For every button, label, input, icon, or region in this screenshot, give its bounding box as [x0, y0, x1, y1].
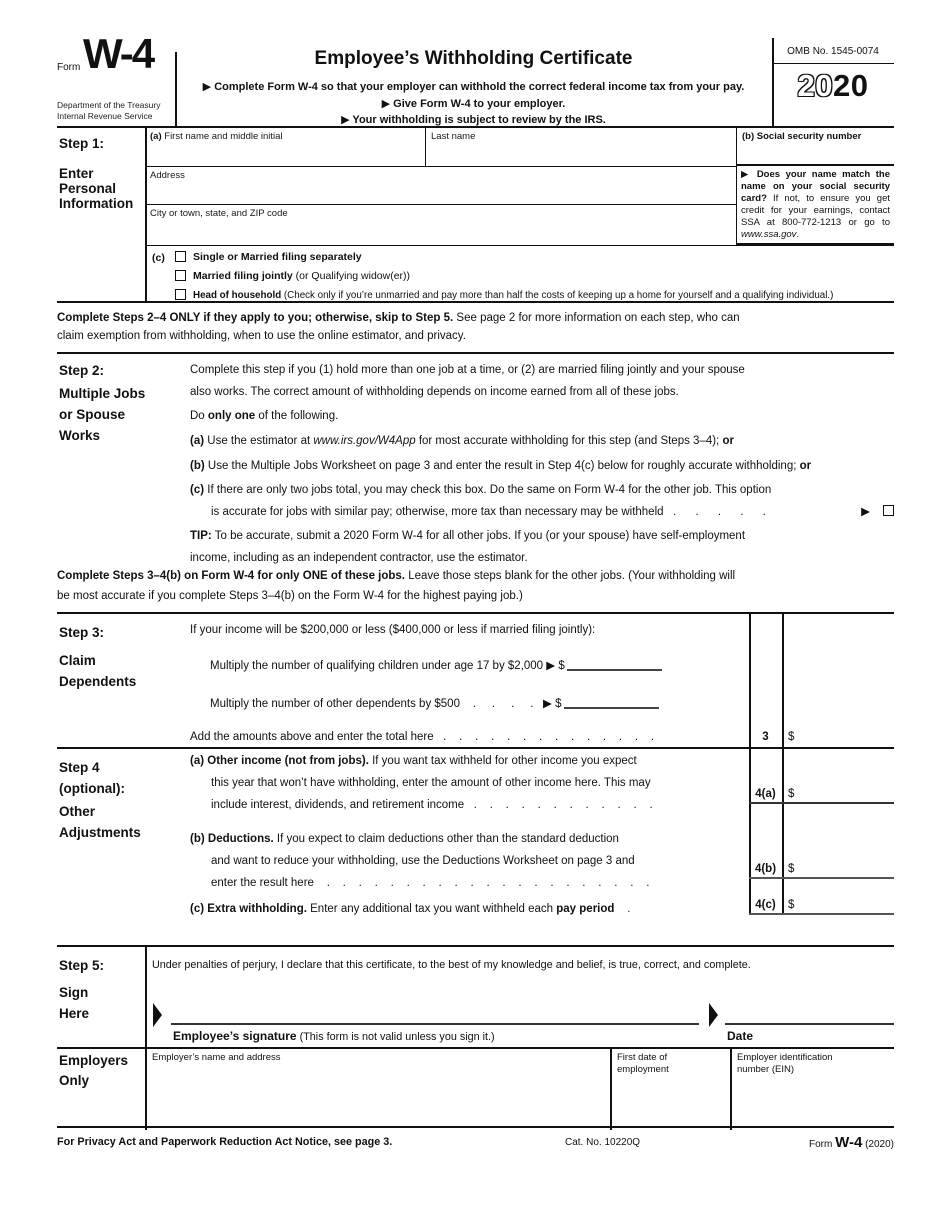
- two-jobs-checkbox[interactable]: [883, 505, 894, 516]
- step5-divider: [145, 947, 147, 1130]
- employers-top-rule: [57, 1047, 894, 1049]
- ssn-field[interactable]: (b) Social security number: [736, 128, 894, 166]
- date-arrow-icon: [709, 1003, 718, 1027]
- step2-label: Step 2: Multiple Jobs or Spouse Works: [59, 363, 146, 443]
- date-line[interactable]: [725, 1023, 894, 1025]
- last-name-field[interactable]: Last name: [425, 128, 736, 166]
- first-name-field[interactable]: (a) First name and middle initial: [150, 131, 283, 142]
- catalog-number: Cat. No. 10220Q: [565, 1137, 641, 1148]
- signature-arrow-icon: [153, 1003, 162, 1027]
- form-word: Form: [57, 62, 81, 73]
- steps34-intro: Complete Steps 3–4(b) on Form W-4 for only ONE of these jobs. Leave those steps blank for the other jobs. (Your withholding will be most accurate if you complete Steps 3–4(b) on the Form W-4 for the highest paying job.): [57, 570, 736, 602]
- married-jointly-checkbox[interactable]: [175, 270, 186, 281]
- line4c-rule: [749, 913, 894, 915]
- dependents-amount-field[interactable]: [564, 696, 659, 709]
- ein-field[interactable]: Employer identification number (EIN): [737, 1052, 833, 1075]
- step3-total-row: Add the amounts above and enter the total here . . . . . . . . . . . . . .: [190, 731, 655, 743]
- signature-caption: Employee’s signature (This form is not valid unless you sign it.): [173, 1029, 495, 1043]
- employers-divider-1: [610, 1047, 612, 1130]
- employee-signature-line[interactable]: [171, 1023, 699, 1025]
- employers-only-label: Employers Only: [59, 1053, 129, 1088]
- step3-dependents-row: Multiply the number of other dependents by $500 . . . . ▶ $: [210, 696, 659, 710]
- steps24-intro: Complete Steps 2–4 ONLY if they apply to you; otherwise, skip to Step 5. See page 2 for more information on each step, who can claim exemption from withholding, when to use the online estimator, and privacy.: [57, 312, 740, 342]
- line4a-rule: [749, 802, 894, 804]
- form-header: [57, 30, 894, 128]
- step2-section: [57, 352, 894, 565]
- page-footer: [57, 1134, 894, 1156]
- amount-col-divider-2: [782, 614, 784, 915]
- step4c-text: (c) Extra withholding. Enter any additional tax you want withheld each pay period .: [190, 903, 631, 915]
- filing-single-row: Single or Married filing separately: [175, 251, 362, 263]
- step4b-text: (b) Deductions. If you expect to claim deductions other than the standard deduction and want to reduce your withholding, use the Deductions Worksheet on page 3 and enter the result here . . . . . . . . . . . . . . . . . . . . .: [190, 833, 650, 889]
- header-right: [772, 38, 894, 128]
- tax-year: 2020: [797, 68, 869, 103]
- head-of-household-checkbox[interactable]: [175, 289, 186, 300]
- omb-number: OMB No. 1545-0074: [772, 38, 894, 64]
- step3-intro: If your income will be $200,000 or less ($400,000 or less if married filing jointly):: [190, 624, 596, 636]
- steps3-4-section: [57, 612, 894, 913]
- filing-married-jointly-row: Married filing jointly (or Qualifying widow(er)): [175, 270, 410, 282]
- employer-name-address-field[interactable]: Employer’s name and address: [152, 1052, 281, 1063]
- agency-name: Department of the Treasury Internal Revenue Service: [57, 100, 161, 121]
- address-field[interactable]: Address: [145, 166, 736, 204]
- line4a-number: 4(a): [755, 788, 776, 800]
- ssa-name-match-note: ▶ Does your name match the name on your social security card? If not, to ensure you get credit for your earnings, contact SSA at 800-772-1213 or go to www.ssa.gov.: [736, 166, 894, 245]
- line3-amount-field[interactable]: $: [788, 731, 795, 743]
- city-state-zip-field[interactable]: City or town, state, and ZIP code: [145, 204, 736, 245]
- line3-number: 3: [762, 731, 769, 743]
- filing-status-tag: (c): [152, 252, 165, 264]
- header-instruction-1: ▶ Complete Form W-4 so that your employer can withhold the correct federal income tax from your pay.: [202, 81, 745, 93]
- step5-section: [57, 945, 894, 1128]
- filing-status-group: [145, 245, 894, 303]
- line4b-number: 4(b): [754, 863, 777, 875]
- children-amount-field[interactable]: [567, 658, 662, 671]
- header-center: [177, 38, 770, 128]
- line4c-number: 4(c): [755, 899, 776, 911]
- filing-head-household-row: Head of household (Check only if you’re unmarried and pay more than half the costs of keeping up a home for yourself and a qualifying individual.): [175, 289, 885, 301]
- line4b-rule: [749, 877, 894, 879]
- step2c-arrow: ▶: [861, 506, 870, 518]
- employers-divider-2: [730, 1047, 732, 1130]
- form-number: W-4: [83, 30, 154, 77]
- perjury-declaration: Under penalties of perjury, I declare that this certificate, to the best of my knowledge and belief, is true, correct, and complete.: [152, 959, 751, 971]
- form-title: Employee’s Withholding Certificate: [314, 48, 633, 69]
- step1-section: [57, 128, 894, 303]
- privacy-notice: For Privacy Act and Paperwork Reduction Act Notice, see page 3.: [57, 1136, 393, 1148]
- step4a-text: (a) Other income (not from jobs). If you want tax withheld for other income you expect this year that won’t have withholding, enter the amount of other income here. This may include interest, dividends, and retirement income . . . . . . . . . . . .: [190, 755, 653, 811]
- step2-body: Complete this step if you (1) hold more than one job at a time, or (2) are married filing jointly and your spouse also works. The correct amount of withholding depends on income earned from all of these jobs. Do only one of the following. (a) Use the estimator at www.irs.gov/W4App for most accurate withholding for this step (and Steps 3–4); or (b) Use the Multiple Jobs Worksheet on page 3 and enter the result in Step 4(c) below for roughly accurate withholding; or (c) If there are only two jobs total, you may check this box. Do the same on Form W-4 for the other job. This option is accurate for jobs with similar pay; otherwise, more tax than necessary may be withheld . . . . . ▶ TIP: To be accurate, submit a 2020 Form W-4 for all other jobs. If you (or your spouse) have self-employment income, including as an independent contractor, use the estimator.: [190, 359, 894, 569]
- header-instruction-3: ▶ Your withholding is subject to review by the IRS.: [341, 114, 606, 126]
- step3-children-row: Multiply the number of qualifying children under age 17 by $2,000 ▶ $: [210, 658, 662, 672]
- step5-label: Step 5: Sign Here: [59, 958, 105, 1021]
- footer-form-id: Form W-4 (2020): [809, 1134, 894, 1151]
- header-instruction-2: ▶ Give Form W-4 to your employer.: [381, 98, 566, 110]
- first-employment-date-field[interactable]: First date of employment: [617, 1052, 669, 1075]
- step1-label: Step 1: Enter Personal Information: [59, 136, 134, 211]
- step3-label: Step 3: Claim Dependents: [59, 625, 137, 689]
- step3-bottom-rule: [57, 747, 894, 749]
- step2c-checkbox-line: is accurate for jobs with similar pay; otherwise, more tax than necessary may be withheld . . . . . ▶: [190, 501, 894, 523]
- date-caption: Date: [727, 1029, 754, 1043]
- line4a-amount-field[interactable]: $: [788, 788, 795, 800]
- single-checkbox[interactable]: [175, 251, 186, 262]
- step4-label: Step 4 (optional): Other Adjustments: [59, 760, 141, 840]
- line4c-amount-field[interactable]: $: [788, 899, 795, 911]
- line4b-amount-field[interactable]: $: [788, 863, 795, 875]
